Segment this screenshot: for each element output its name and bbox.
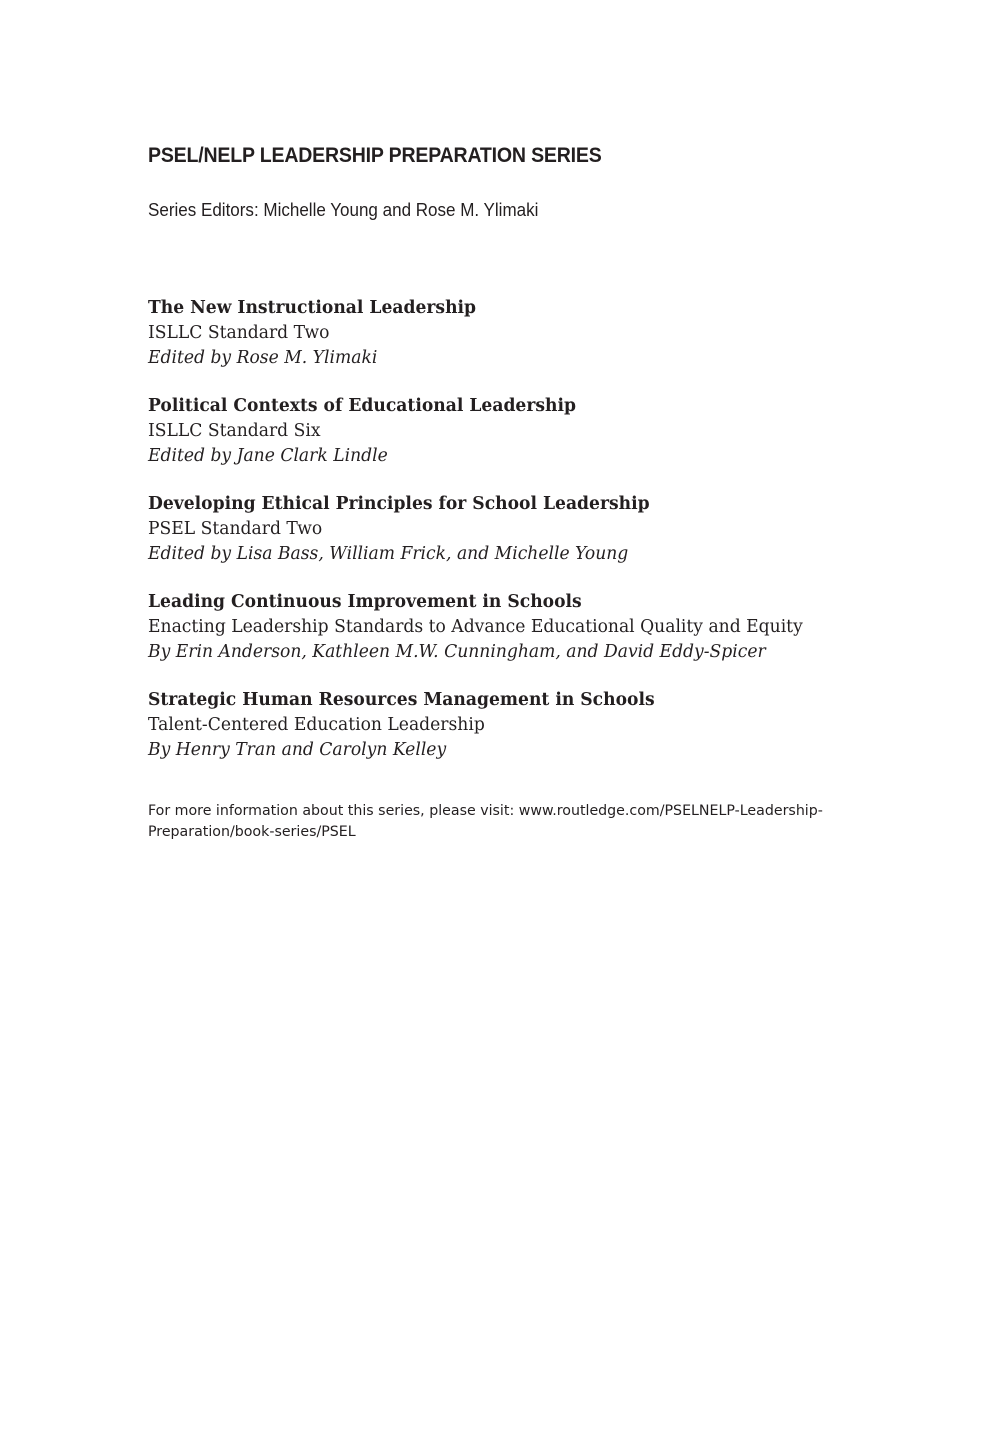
book-credit: Edited by Jane Clark Lindle xyxy=(148,446,388,466)
book-credit: By Henry Tran and Carolyn Kelley xyxy=(148,740,447,760)
book-subtitle: Talent-Centered Education Leadership xyxy=(148,715,485,735)
book-credit: Edited by Lisa Bass, William Frick, and Michelle Young xyxy=(148,544,629,564)
book-title: Political Contexts of Educational Leadership xyxy=(148,396,577,416)
series-title: PSEL/NELP LEADERSHIP PREPARATION SERIES xyxy=(148,144,602,167)
series-info-line: Preparation/book-series/PSEL xyxy=(148,824,356,840)
book-credit: By Erin Anderson, Kathleen M.W. Cunningham, and David Eddy-Spicer xyxy=(148,642,766,662)
book-entry xyxy=(148,590,888,665)
book-list xyxy=(148,296,888,786)
series-info-line: For more information about this series, please visit: www.routledge.com/PSELNELP-Leadership- xyxy=(148,803,823,819)
book-credit: Edited by Rose M. Ylimaki xyxy=(148,348,378,368)
series-info-note xyxy=(148,801,888,843)
book-title: Leading Continuous Improvement in Schools xyxy=(148,592,582,612)
book-entry xyxy=(148,296,888,371)
book-subtitle: Enacting Leadership Standards to Advance Educational Quality and Equity xyxy=(148,617,803,637)
book-entry xyxy=(148,492,888,567)
book-entry xyxy=(148,688,888,763)
book-subtitle: PSEL Standard Two xyxy=(148,519,323,539)
book-subtitle: ISLLC Standard Six xyxy=(148,421,321,441)
book-entry xyxy=(148,394,888,469)
book-title: The New Instructional Leadership xyxy=(148,298,477,318)
book-subtitle: ISLLC Standard Two xyxy=(148,323,330,343)
series-editors: Series Editors: Michelle Young and Rose M. Ylimaki xyxy=(148,199,539,220)
book-title: Developing Ethical Principles for School Leadership xyxy=(148,494,650,514)
book-title: Strategic Human Resources Management in Schools xyxy=(148,690,655,710)
